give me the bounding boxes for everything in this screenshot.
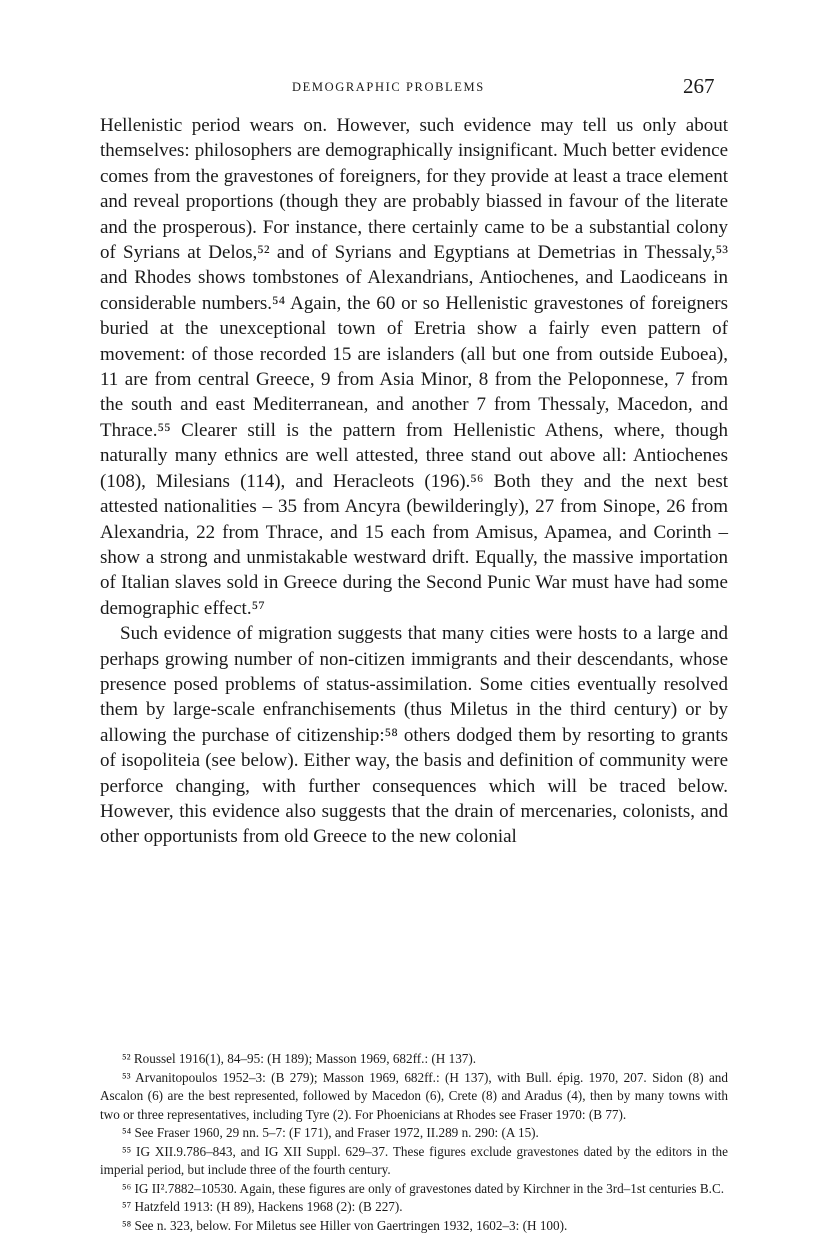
running-head-title: DEMOGRAPHIC PROBLEMS	[292, 80, 485, 94]
footnotes	[100, 1050, 728, 1235]
footnote: ⁵⁷ Hatzfeld 1913: (H 89), Hackens 1968 (2): (B 227).	[122, 1199, 403, 1214]
footnote: ⁵⁸ See n. 323, below. For Miletus see Hiller von Gaertringen 1932, 1602–3: (H 100).	[122, 1217, 568, 1233]
body-paragraph: Such evidence of migration suggests that many cities were hosts to a large and perhaps growing number of non-citizen immigrants and their descendants, whose presence posed problems of status-assimilation. Some cities eventually resolved them by large-scale enfranchisements (thus Miletus in the third century) or by allowing the purchase of citizenship:⁵⁸ others dodged them by resorting to grants of isopoliteia (see below). Either way, the basis and definition of community were perforce changing, with further consequences which will be traced below. However, this evidence also suggests that the drain of mercenaries, colonists, and other opportunists from old Greece to the new colonial	[100, 623, 728, 848]
footnote: ⁵² Roussel 1916(1), 84–95: (H 189); Masson 1969, 682ff.: (H 137).	[122, 1051, 477, 1066]
footnote: ⁵⁶ IG II².7882–10530. Again, these figures are only of gravestones dated by Kirchner in the 3rd–1st centuries B.C.	[122, 1180, 725, 1196]
footnote: ⁵³ Arvanitopoulos 1952–3: (B 279); Masson 1969, 682ff.: (H 137), with Bull. épig. 1970, 207. Sidon (8) and Ascalon (6) are the best represented, followed by Macedon (6), Crete (8) and Aradus (4), then by many towns with two or three representatives, including Tyre (2). For Phoenicians at Rhodes see Fraser 1970: (B 77).	[100, 1069, 728, 1122]
page-number: 267	[683, 74, 715, 98]
body-text	[100, 113, 728, 850]
footnote: ⁵⁵ IG XII.9.786–843, and IG XII Suppl. 629–37. These figures exclude gravestones dated by the editors in the imperial period, but include three of the fourth century.	[100, 1143, 728, 1177]
body-paragraph: Hellenistic period wears on. However, such evidence may tell us only about themselves: philosophers are demographically insignificant. Much better evidence comes from the gravestones of foreigners, for they provide at least a trace element and reveal proportions (though they are probably biassed in favour of the literate and the prosperous). For instance, there certainly came to be a substantial colony of Syrians at Delos,⁵² and of Syrians and Egyptians at Demetrias in Thessaly,⁵³ and Rhodes shows tombstones of Alexandrians, Antiochenes, and Laodiceans in considerable numbers.⁵⁴ Again, the 60 or so Hellenistic gravestones of foreigners buried at the unexceptional town of Eretria show a fairly even pattern of movement: of those recorded 15 are islanders (all but one from outside Euboea), 11 are from central Greece, 9 from Asia Minor, 8 from the Peloponnese, 7 from the south and east Mediterranean, and another 7 from Thessaly, Macedon, and Thrace.⁵⁵ Clearer still is the pattern from Hellenistic Athens, where, though naturally many ethnics are well attested, three stand out above all: Antiochenes (108), Milesians (114), and Heracleots (196).⁵⁶ Both they and the next best attested nationalities – 35 from Ancyra (bewilderingly), 27 from Sinope, 26 from Alexandria, 22 from Thrace, and 15 each from Amisus, Apamea, and Corinth – show a strong and unmistakable westward drift. Equally, the massive importation of Italian slaves sold in Greece during the Second Punic War must have had some demographic effect.⁵⁷	[100, 115, 728, 619]
footnote: ⁵⁴ See Fraser 1960, 29 nn. 5–7: (F 171), and Fraser 1972, II.289 n. 290: (A 15).	[122, 1125, 539, 1140]
